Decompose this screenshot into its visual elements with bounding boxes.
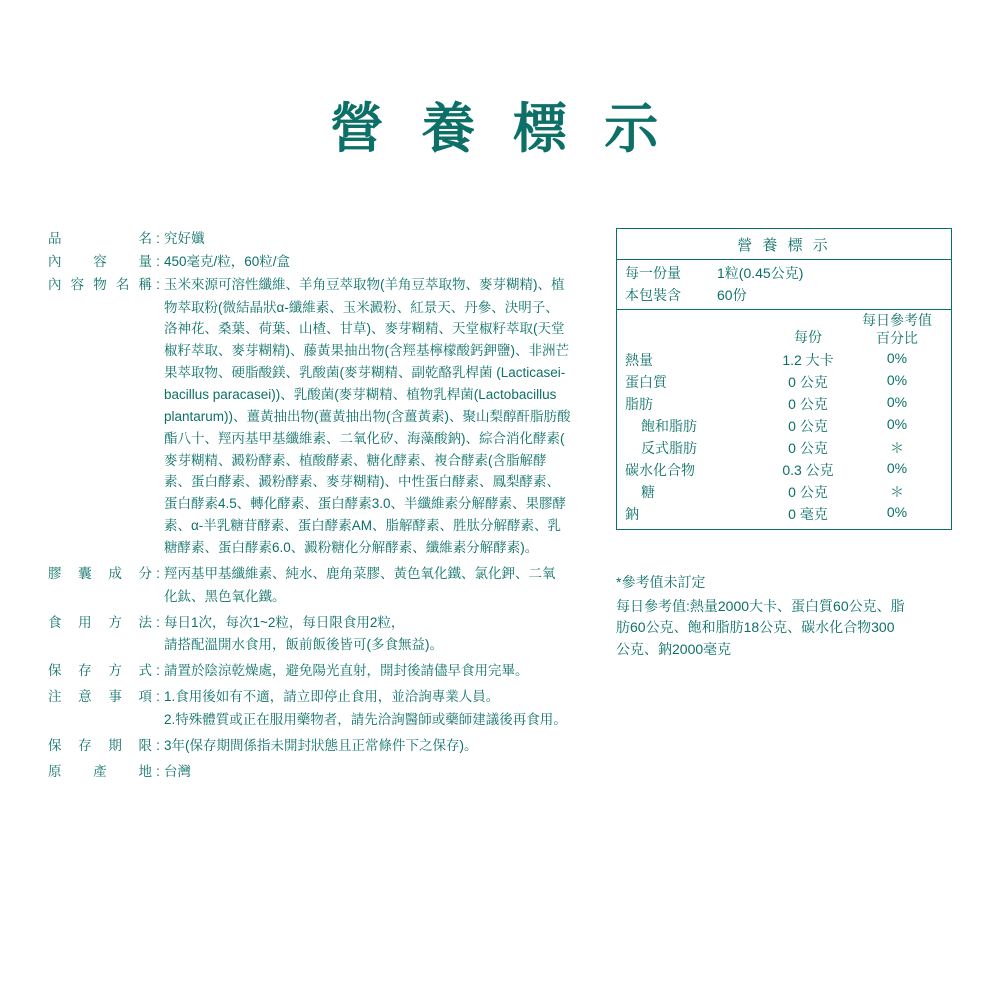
label-storage: 保 存 方 式 xyxy=(48,663,152,679)
table-row xyxy=(617,503,951,529)
table-row xyxy=(617,371,951,393)
colon: : xyxy=(156,663,160,679)
ingredients-line-3: 椒籽萃取、麥芽糊精)、藤黃果抽出物(含羥基檸檬酸鈣鉀鹽)、非洲芒 xyxy=(164,343,569,359)
colon: : xyxy=(156,253,160,269)
value-caution: 1.食用後如有不適，請立即停止食用，並洽詢專業人員。 xyxy=(164,689,500,705)
header-daily-value-line1: 每日參考值 xyxy=(862,312,932,328)
colon: : xyxy=(156,763,160,779)
nutrient-amount: 0 毫克 xyxy=(788,506,828,522)
nutrition-table-title: 營 養 標 示 xyxy=(737,237,831,254)
usage-line-2: 請搭配溫開水食用，飯前飯後皆可(多食無益)。 xyxy=(164,637,443,653)
nutrient-amount: 0 公克 xyxy=(788,440,828,456)
colon: : xyxy=(156,737,160,753)
caution-line-2: 2.特殊體質或正在服用藥物者，請先洽詢醫師或藥師建議後再食用。 xyxy=(164,712,567,728)
serving-size-value: 1粒(0.45公克) xyxy=(717,265,804,281)
servings-per-container-row xyxy=(617,285,951,309)
colon: : xyxy=(156,689,160,705)
colon: : xyxy=(156,614,160,630)
label-shelf-life: 保 存 期 限 xyxy=(48,737,152,753)
ingredients-line-2: 洛神花、桑葉、荷葉、山楂、甘草)、麥芽糊精、天堂椒籽萃取(天堂 xyxy=(164,321,565,337)
nutrient-amount: 1.2 大卡 xyxy=(782,352,834,368)
ingredients-line-1: 物萃取粉(微結晶狀α-纖維素、玉米澱粉、紅景天、丹參、決明子、 xyxy=(164,299,559,315)
info-row-capsule xyxy=(48,563,608,585)
colon: : xyxy=(156,565,160,581)
info-row-shelf-life xyxy=(48,735,608,757)
ingredients-line-9: 素、蛋白酵素、澱粉酵素、麥芽糊精)、中性蛋白酵素、鳳梨酵素、 xyxy=(164,474,560,490)
label-caution: 注 意 事 項 xyxy=(48,689,152,705)
value-product-name: 究好孅 xyxy=(164,231,205,246)
ingredients-line-8: 麥芽糊精、澱粉酵素、植酸酵素、糖化酵素、複合酵素(含脂解酵 xyxy=(164,452,547,468)
info-row-content-volume xyxy=(48,251,608,273)
value-shelf-life: 3年(保存期間係指未開封狀態且正常條件下之保存)。 xyxy=(164,737,478,753)
ingredients-line-5: bacillus paracasei))、乳酸菌(麥芽糊精、植物乳桿菌(Lactobacillus xyxy=(164,387,557,403)
nutrient-name: 熱量 xyxy=(625,352,653,368)
nutrient-daily: 0% xyxy=(886,416,908,432)
table-row xyxy=(617,393,951,415)
ingredients-line-7: 酯八十、羥丙基甲基纖維素、二氧化矽、海藻酸鈉)、綜合消化酵素( xyxy=(164,430,565,446)
info-row-usage xyxy=(48,612,608,634)
nutrient-daily: ＊ xyxy=(890,484,904,500)
info-row-origin xyxy=(48,761,608,783)
nutrient-daily: 0% xyxy=(886,372,908,388)
table-row xyxy=(617,349,951,371)
nutrient-name: 飽和脂肪 xyxy=(641,418,697,434)
nutrition-column-headers xyxy=(617,310,951,349)
label-origin: 原 產 地 xyxy=(48,763,152,779)
label-content-volume: 內 容 量 xyxy=(48,253,152,269)
label-ingredients: 內容物名稱 xyxy=(48,276,152,292)
nutrient-name: 碳水化合物 xyxy=(625,462,695,478)
nutrient-amount: 0.3 公克 xyxy=(782,462,834,478)
info-row-storage xyxy=(48,660,608,682)
product-info-block xyxy=(48,228,608,784)
table-row xyxy=(617,481,951,503)
info-row-product-name xyxy=(48,228,608,250)
label-usage: 食 用 方 法 xyxy=(48,614,152,630)
nutrient-daily: 0% xyxy=(886,350,908,366)
nutrient-amount: 0 公克 xyxy=(788,396,828,412)
value-usage: 每日1次，每次1~2粒，每日限食用2粒， xyxy=(164,614,405,630)
nutrient-daily: ＊ xyxy=(890,440,904,456)
serving-size-label: 每一份量 xyxy=(625,265,681,281)
value-capsule: 羥丙基甲基纖維素、純水、鹿角菜膠、黃色氧化鐵、氯化鉀、二氧 xyxy=(164,565,556,581)
colon: : xyxy=(156,276,160,292)
ingredients-line-10: 蛋白酵素4.5、轉化酵素、蛋白酵素3.0、半纖維素分解酵素、果膠酵 xyxy=(164,496,567,512)
capsule-line-2: 化鈦、黑色氧化鐵。 xyxy=(164,588,286,604)
nutrient-name: 糖 xyxy=(641,484,655,500)
nutrient-amount: 0 公克 xyxy=(788,418,828,434)
ingredients-line-11: 素、α-半乳糖苷酵素、蛋白酵素AM、脂解酵素、胜肽分解酵素、乳 xyxy=(164,518,562,534)
ingredients-line-12: 糖酵素、蛋白酵素6.0、澱粉糖化分解酵素、纖維素分解酵素)。 xyxy=(164,540,539,556)
nutrient-name: 反式脂肪 xyxy=(641,440,697,456)
table-row xyxy=(617,459,951,481)
footnote-block xyxy=(616,572,960,661)
nutrition-facts-table xyxy=(616,228,952,530)
ingredients-line-4: 果萃取物、硬脂酸鎂、乳酸菌(麥芽糊精、副乾酪乳桿菌 (Lacticasei- xyxy=(164,365,566,381)
servings-label: 本包裝含 xyxy=(625,287,681,303)
colon: : xyxy=(156,231,160,246)
nutrient-daily: 0% xyxy=(886,460,908,476)
value-storage: 請置於陰涼乾燥處，避免陽光直射，開封後請儘早食用完畢。 xyxy=(164,663,529,679)
nutrient-name: 脂肪 xyxy=(625,396,653,412)
nutrient-daily: 0% xyxy=(886,504,908,520)
footnote-line-1: *參考值未訂定 xyxy=(616,574,706,590)
ingredients-line-6: plantarum))、薑黃抽出物(薑黃抽出物(含薑黃素)、聚山梨醇酐脂肪酸 xyxy=(164,408,571,424)
value-ingredients-first-line: 玉米來源可溶性纖維、羊角豆萃取物(羊角豆萃取物、麥芽糊精)、植 xyxy=(164,276,565,292)
page-title: 營 養 標 示 xyxy=(329,99,671,159)
table-row xyxy=(617,437,951,459)
nutrient-name: 鈉 xyxy=(625,506,639,522)
header-daily-value xyxy=(851,312,943,347)
info-row-caution xyxy=(48,686,608,708)
servings-value: 60份 xyxy=(717,287,747,303)
nutrient-daily: 0% xyxy=(886,394,908,410)
serving-size-row xyxy=(617,260,951,285)
nutrient-amount: 0 公克 xyxy=(788,374,828,390)
label-capsule: 膠 囊 成 分 xyxy=(48,565,152,581)
footnote-line-4: 公克、鈉2000毫克 xyxy=(616,641,732,658)
table-row xyxy=(617,415,951,437)
label-product-name: 品 名 xyxy=(48,231,152,246)
nutrient-name: 蛋白質 xyxy=(625,374,667,390)
nutrient-amount: 0 公克 xyxy=(788,484,828,500)
value-origin: 台灣 xyxy=(164,763,191,779)
info-row-ingredients xyxy=(48,274,608,296)
footnote-line-3: 肪60公克、飽和脂肪18公克、碳水化合物300 xyxy=(616,619,895,636)
footnote-line-2: 每日參考值:熱量2000大卡、蛋白質60公克、脂 xyxy=(616,597,905,614)
header-blank xyxy=(625,331,765,347)
header-per-serving: 每份 xyxy=(794,329,822,345)
header-daily-value-line2: 百分比 xyxy=(876,329,918,346)
value-content-volume: 450毫克/粒，60粒/盒 xyxy=(164,253,291,269)
